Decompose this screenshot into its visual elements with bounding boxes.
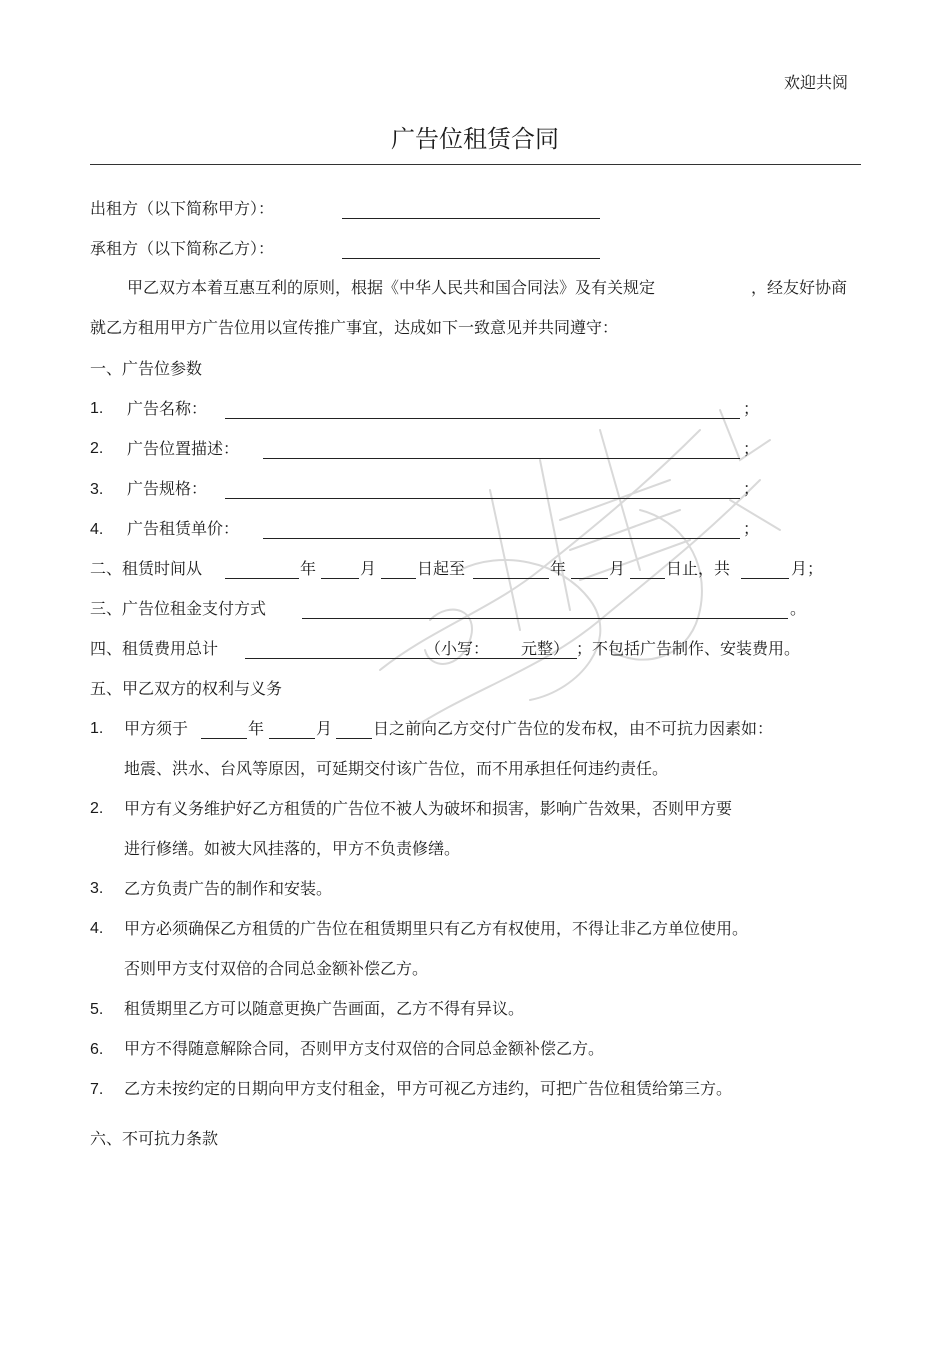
s5-item3-num: 3.: [90, 880, 104, 897]
s5-item1-a: 甲方须于: [124, 719, 189, 738]
lessee-blank[interactable]: [342, 258, 600, 259]
s5-item1-num: 1.: [90, 720, 104, 737]
s5-item5-text: 租赁期里乙方可以随意更换广告画面，乙方不得有异议。: [124, 999, 525, 1018]
s5-item1-month: 月: [316, 719, 333, 738]
page-title: 广告位租赁合同: [391, 125, 559, 153]
s1-item2-num: 2.: [90, 440, 104, 457]
ad-location-blank[interactable]: [263, 458, 740, 459]
s5-item7-num: 7.: [90, 1081, 104, 1098]
section2-prefix: 二、租赁时间从: [90, 559, 203, 578]
title-divider: [90, 164, 861, 165]
s5-item5-num: 5.: [90, 1001, 104, 1018]
s5-item1-year: 年: [248, 719, 265, 738]
s2-day-to: 日止，共: [666, 559, 731, 578]
s5-item4-num: 4.: [90, 920, 104, 937]
s5-item4-text: 甲方必须确保乙方租赁的广告位在租赁期里只有乙方有权使用，不得让非乙方单位使用。: [124, 919, 749, 938]
total-months-blank[interactable]: [741, 578, 789, 579]
s1-item1-num: 1.: [90, 400, 104, 417]
section6-heading: 六、不可抗力条款: [90, 1129, 219, 1148]
lessor-blank[interactable]: [342, 218, 600, 219]
section3-label: 三、广告位租金支付方式: [90, 599, 267, 618]
s1-item3-label: 广告规格：: [127, 479, 208, 498]
s2-months-end: 月；: [791, 559, 824, 578]
s5-item7-text: 乙方未按约定的日期向甲方支付租金，甲方可视乙方违约，可把广告位租赁给第三方。: [124, 1079, 733, 1098]
s5-item4-cont: 否则甲方支付双倍的合同总金额补偿乙方。: [124, 959, 429, 978]
s5-item6-num: 6.: [90, 1041, 104, 1058]
ad-spec-blank[interactable]: [225, 498, 740, 499]
payment-method-blank[interactable]: [302, 618, 788, 619]
s5-item2-cont: 进行修缮。如被大风挂落的，甲方不负责修缮。: [124, 839, 461, 858]
s5-item1-cont: 地震、洪水、台风等原因，可延期交付该广告位，而不用承担任何违约责任。: [124, 759, 669, 778]
s5-item6-text: 甲方不得随意解除合同，否则甲方支付双倍的合同总金额补偿乙方。: [124, 1039, 605, 1058]
start-year-blank[interactable]: [225, 578, 299, 579]
lessor-label: 出租方（以下简称甲方）：: [90, 199, 275, 218]
s5-item1-b: 日之前向乙方交付广告位的发布权，由不可抗力因素如：: [373, 719, 774, 738]
s1-item2-label: 广告位置描述：: [127, 439, 240, 458]
s5-item2-num: 2.: [90, 800, 104, 817]
s4-tail: ；不包括广告制作、安装费用。: [576, 639, 801, 658]
s1-item2-end: ；: [743, 439, 760, 458]
lessee-label: 承租方（以下简称乙方）：: [90, 239, 275, 258]
s4-small-label: （小写：: [425, 639, 490, 658]
s2-month1: 月: [360, 559, 377, 578]
s3-end: 。: [790, 599, 807, 618]
intro-line2: 就乙方租用甲方广告位用以宣传推广事宜，达成如下一致意见并共同遵守：: [90, 318, 619, 337]
s2-day-from: 日起至: [417, 559, 466, 578]
s2-year2: 年: [550, 559, 567, 578]
s1-item3-num: 3.: [90, 481, 104, 498]
s1-item1-label: 广告名称：: [127, 399, 208, 418]
s5-item2-text: 甲方有义务维护好乙方租赁的广告位不被人为破坏和损害，影响广告效果，否则甲方要: [124, 799, 733, 818]
ad-name-blank[interactable]: [225, 418, 740, 419]
delivery-month-blank[interactable]: [269, 738, 315, 739]
section1-heading: 一、广告位参数: [90, 359, 203, 378]
header-tag: 欢迎共阅: [784, 73, 849, 92]
s1-item4-end: ；: [743, 519, 760, 538]
end-day-blank[interactable]: [630, 578, 665, 579]
s1-item1-end: ；: [743, 399, 760, 418]
intro-line1: 甲乙双方本着互惠互利的原则，根据《中华人民共和国合同法》及有关规定: [127, 278, 656, 297]
intro-line1-end: ，经友好协商: [751, 278, 848, 297]
end-year-blank[interactable]: [473, 578, 549, 579]
delivery-year-blank[interactable]: [201, 738, 247, 739]
section4-label: 四、租赁费用总计: [90, 639, 219, 658]
s2-month2: 月: [609, 559, 626, 578]
start-day-blank[interactable]: [381, 578, 416, 579]
s1-item4-num: 4.: [90, 521, 104, 538]
s2-year1: 年: [300, 559, 317, 578]
s4-small-end: 元整）: [521, 639, 570, 658]
s5-item3-text: 乙方负责广告的制作和安装。: [124, 879, 333, 898]
end-month-blank[interactable]: [571, 578, 608, 579]
s1-item4-label: 广告租赁单价：: [127, 519, 240, 538]
start-month-blank[interactable]: [321, 578, 359, 579]
s1-item3-end: ；: [743, 479, 760, 498]
section5-heading: 五、甲乙双方的权利与义务: [90, 679, 283, 698]
delivery-day-blank[interactable]: [336, 738, 372, 739]
ad-unit-price-blank[interactable]: [263, 538, 740, 539]
